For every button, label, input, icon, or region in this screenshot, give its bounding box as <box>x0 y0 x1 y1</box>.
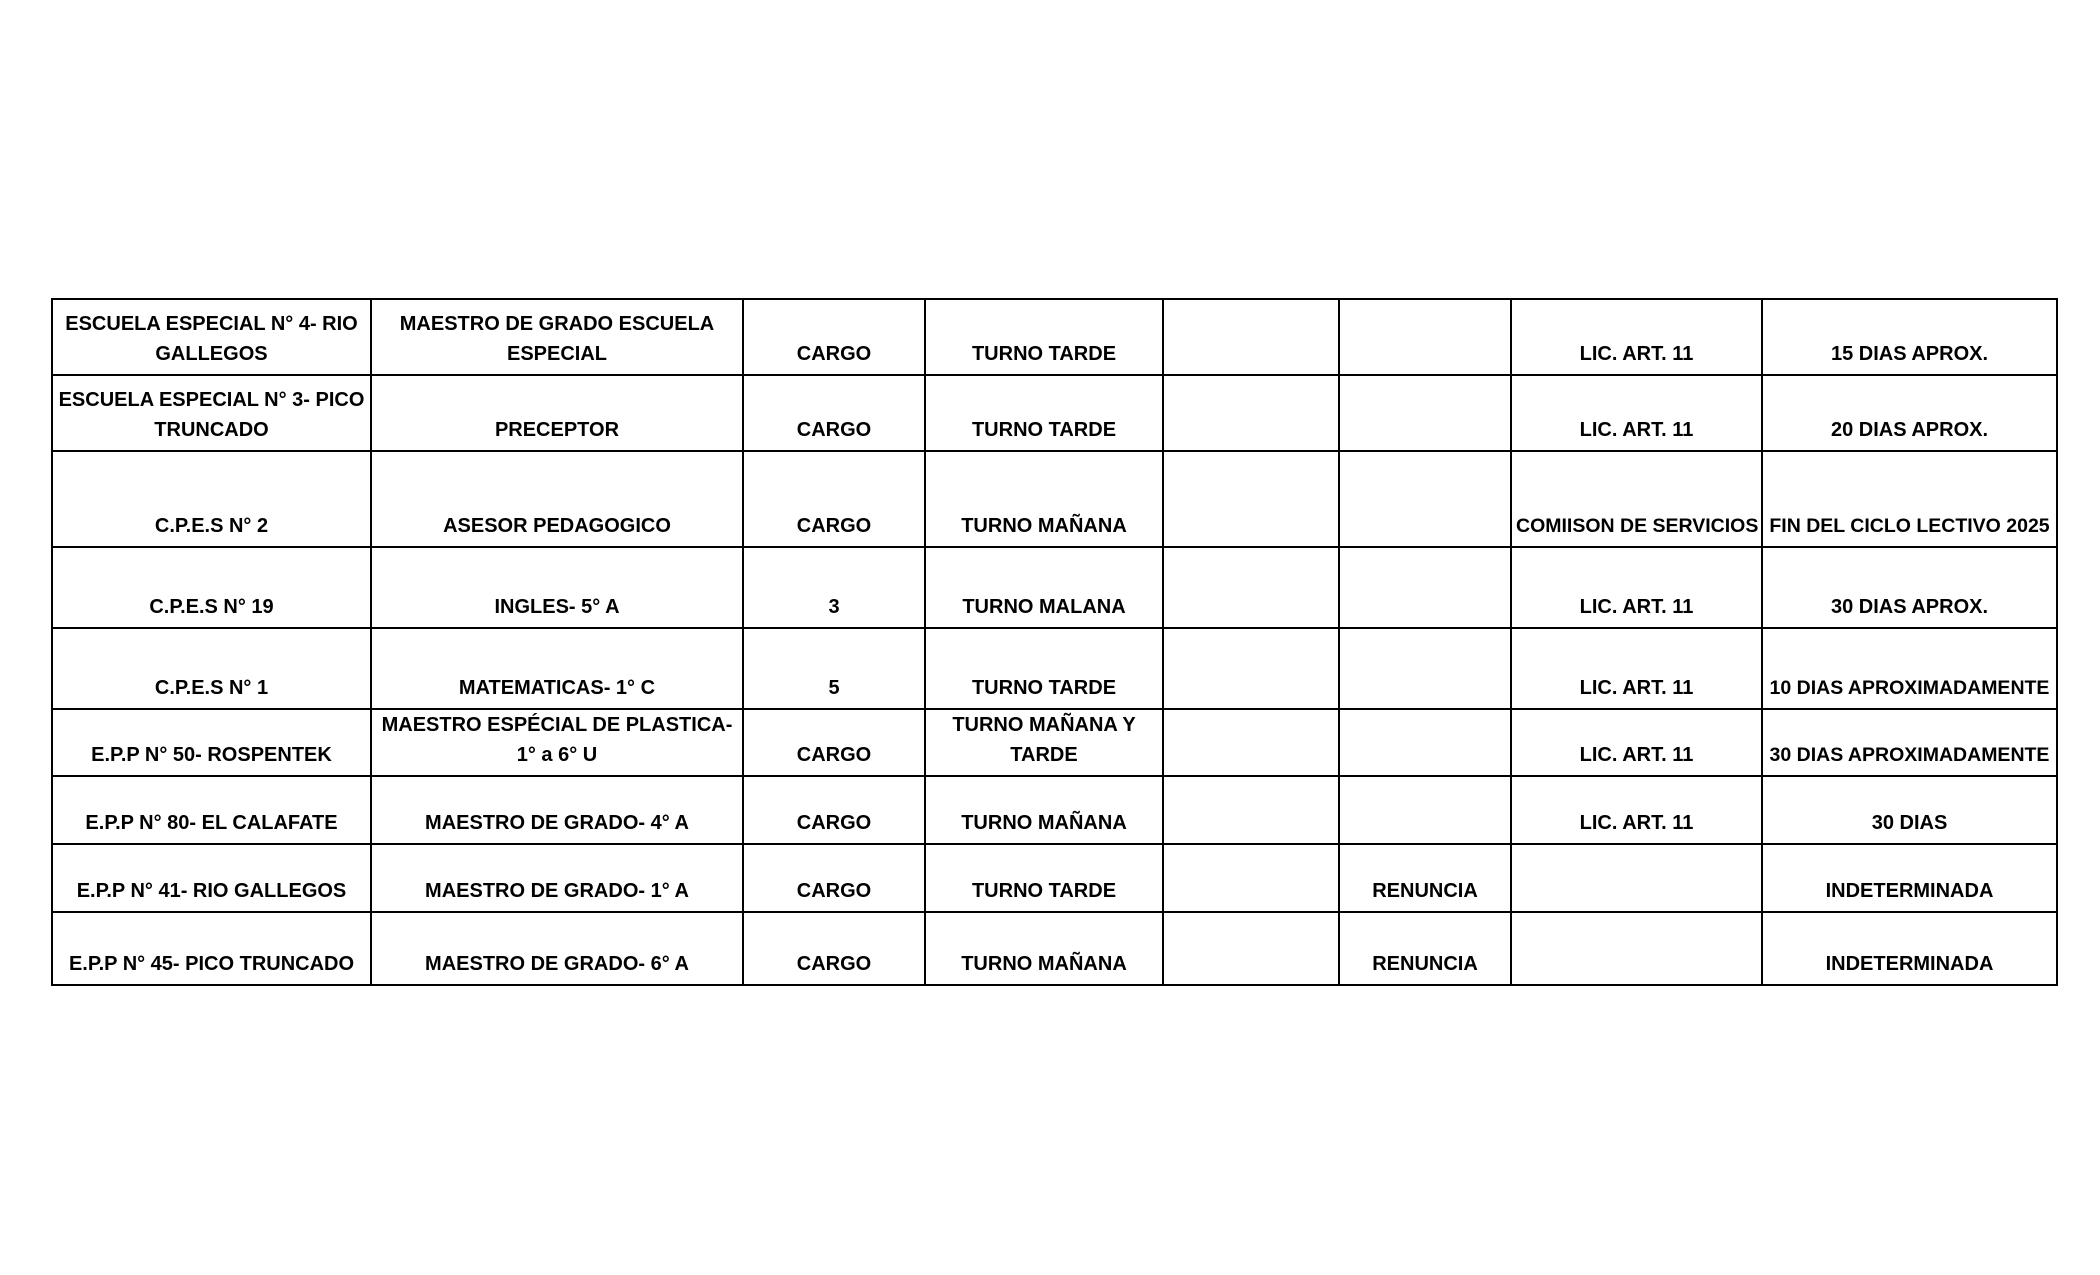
cell-situacion <box>1339 547 1511 628</box>
vacancy-table <box>51 298 2058 986</box>
cell-situacion: RENUNCIA <box>1339 844 1511 912</box>
cell-motivo: LIC. ART. 11 <box>1511 299 1762 375</box>
cell-turno: TURNO TARDE <box>925 375 1163 451</box>
cell-motivo: COMIISON DE SERVICIOS <box>1511 451 1762 547</box>
cell-cargo: ASESOR PEDAGOGICO <box>371 451 743 547</box>
table-row <box>52 709 2057 776</box>
cell-cargo: MAESTRO ESPÉCIAL DE PLASTICA- 1° a 6° U <box>371 709 743 776</box>
cell-motivo: LIC. ART. 11 <box>1511 628 1762 709</box>
cell-situacion <box>1339 776 1511 844</box>
cell-empty <box>1163 628 1339 709</box>
cell-escuela: C.P.E.S N° 2 <box>52 451 371 547</box>
table-row <box>52 776 2057 844</box>
cell-escuela: E.P.P N° 45- PICO TRUNCADO <box>52 912 371 985</box>
cell-cargo: MAESTRO DE GRADO- 6° A <box>371 912 743 985</box>
cell-turno: TURNO MAÑANA <box>925 776 1163 844</box>
cell-cargo: INGLES- 5° A <box>371 547 743 628</box>
cell-cargo: MAESTRO DE GRADO- 4° A <box>371 776 743 844</box>
cell-duracion: 30 DIAS APROXIMADAMENTE <box>1762 709 2057 776</box>
cell-empty <box>1163 451 1339 547</box>
cell-horas: 3 <box>743 547 925 628</box>
cell-escuela: C.P.E.S N° 1 <box>52 628 371 709</box>
cell-turno: TURNO TARDE <box>925 844 1163 912</box>
cell-motivo: LIC. ART. 11 <box>1511 547 1762 628</box>
cell-motivo <box>1511 844 1762 912</box>
cell-escuela: E.P.P N° 41- RIO GALLEGOS <box>52 844 371 912</box>
table-row <box>52 628 2057 709</box>
cell-situacion <box>1339 709 1511 776</box>
cell-horas: CARGO <box>743 844 925 912</box>
cell-empty <box>1163 299 1339 375</box>
cell-motivo: LIC. ART. 11 <box>1511 776 1762 844</box>
table-row <box>52 912 2057 985</box>
cell-cargo: PRECEPTOR <box>371 375 743 451</box>
cell-cargo: MAESTRO DE GRADO- 1° A <box>371 844 743 912</box>
cell-horas: CARGO <box>743 912 925 985</box>
table-row <box>52 299 2057 375</box>
table-row <box>52 844 2057 912</box>
cell-cargo: MATEMATICAS- 1° C <box>371 628 743 709</box>
cell-duracion: INDETERMINADA <box>1762 912 2057 985</box>
cell-horas: CARGO <box>743 299 925 375</box>
cell-horas: CARGO <box>743 451 925 547</box>
table-row <box>52 451 2057 547</box>
cell-motivo: LIC. ART. 11 <box>1511 709 1762 776</box>
cell-turno: TURNO MAÑANA Y TARDE <box>925 709 1163 776</box>
cell-situacion <box>1339 451 1511 547</box>
cell-duracion: FIN DEL CICLO LECTIVO 2025 <box>1762 451 2057 547</box>
cell-empty <box>1163 709 1339 776</box>
cell-duracion: INDETERMINADA <box>1762 844 2057 912</box>
cell-horas: CARGO <box>743 776 925 844</box>
cell-motivo: LIC. ART. 11 <box>1511 375 1762 451</box>
cell-motivo <box>1511 912 1762 985</box>
cell-turno: TURNO MALANA <box>925 547 1163 628</box>
cell-duracion: 30 DIAS APROX. <box>1762 547 2057 628</box>
cell-situacion <box>1339 628 1511 709</box>
cell-duracion: 20 DIAS APROX. <box>1762 375 2057 451</box>
cell-escuela: E.P.P N° 50- ROSPENTEK <box>52 709 371 776</box>
cell-turno: TURNO MAÑANA <box>925 451 1163 547</box>
table-row <box>52 547 2057 628</box>
cell-situacion <box>1339 299 1511 375</box>
cell-horas: 5 <box>743 628 925 709</box>
cell-escuela: ESCUELA ESPECIAL N° 3- PICO TRUNCADO <box>52 375 371 451</box>
cell-escuela: E.P.P N° 80- EL CALAFATE <box>52 776 371 844</box>
cell-duracion: 10 DIAS APROXIMADAMENTE <box>1762 628 2057 709</box>
cell-escuela: ESCUELA ESPECIAL N° 4- RIO GALLEGOS <box>52 299 371 375</box>
cell-situacion: RENUNCIA <box>1339 912 1511 985</box>
cell-cargo: MAESTRO DE GRADO ESCUELA ESPECIAL <box>371 299 743 375</box>
table-row <box>52 375 2057 451</box>
cell-duracion: 30 DIAS <box>1762 776 2057 844</box>
cell-duracion: 15 DIAS APROX. <box>1762 299 2057 375</box>
cell-turno: TURNO TARDE <box>925 299 1163 375</box>
cell-empty <box>1163 776 1339 844</box>
cell-situacion <box>1339 375 1511 451</box>
cell-empty <box>1163 844 1339 912</box>
cell-empty <box>1163 547 1339 628</box>
cell-turno: TURNO MAÑANA <box>925 912 1163 985</box>
cell-turno: TURNO TARDE <box>925 628 1163 709</box>
cell-horas: CARGO <box>743 709 925 776</box>
cell-horas: CARGO <box>743 375 925 451</box>
cell-empty <box>1163 912 1339 985</box>
cell-escuela: C.P.E.S N° 19 <box>52 547 371 628</box>
cell-empty <box>1163 375 1339 451</box>
